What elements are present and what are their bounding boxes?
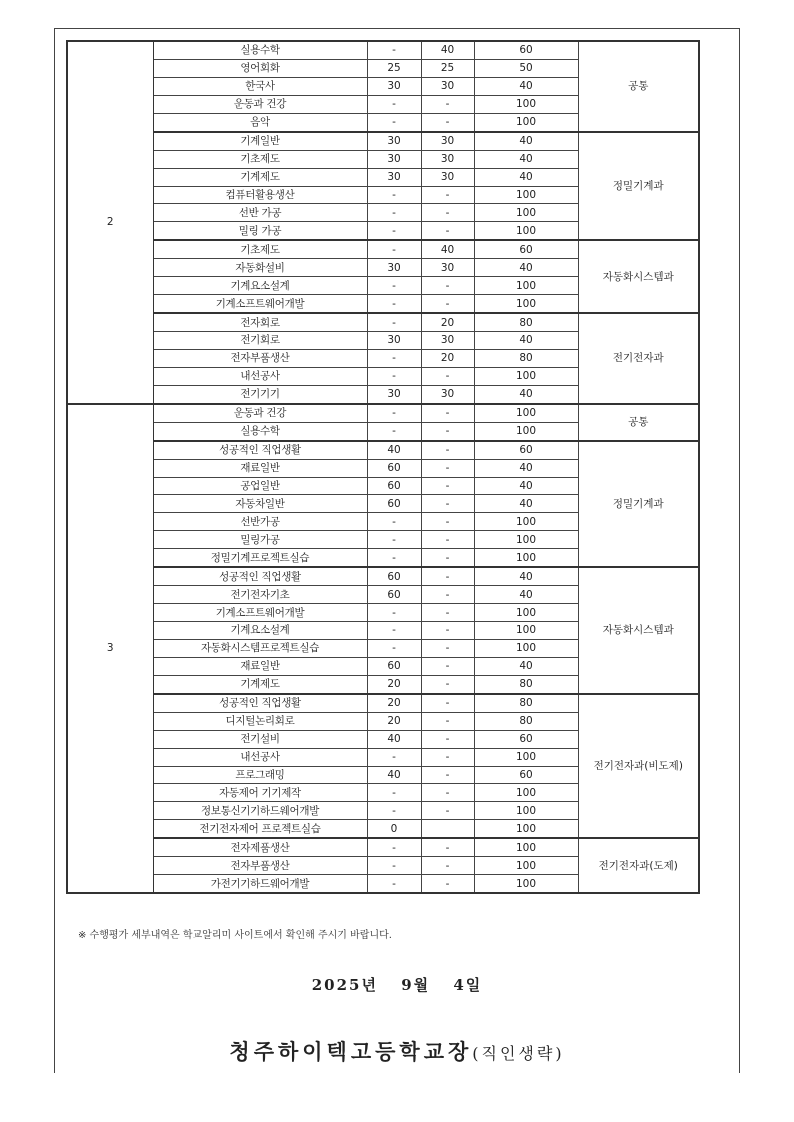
ratio-c-cell: 100: [474, 513, 578, 531]
subject-cell: 성공적인 직업생활: [153, 567, 367, 585]
principal-signature: [0, 1036, 794, 1066]
ratio-a-cell: 60: [367, 495, 421, 513]
subject-cell: 성공적인 직업생활: [153, 441, 367, 459]
ratio-b-cell: -: [421, 222, 474, 240]
ratio-c-cell: 100: [474, 277, 578, 295]
ratio-a-cell: 40: [367, 766, 421, 784]
ratio-c-cell: 80: [474, 694, 578, 712]
department-cell: 정밀기계과: [578, 132, 699, 241]
ratio-a-cell: -: [367, 277, 421, 295]
department-cell: 자동화시스템과: [578, 240, 699, 313]
ratio-b-cell: -: [421, 766, 474, 784]
grade-cell: 3: [67, 404, 153, 893]
table-row: [67, 240, 699, 258]
ratio-a-cell: -: [367, 222, 421, 240]
subject-cell: 음악: [153, 113, 367, 131]
ratio-b-cell: -: [421, 639, 474, 657]
subject-cell: 정밀기계프로젝트실습: [153, 549, 367, 567]
subject-cell: 내선공사: [153, 748, 367, 766]
ratio-a-cell: -: [367, 604, 421, 622]
ratio-c-cell: 100: [474, 875, 578, 893]
subject-cell: 선반가공: [153, 513, 367, 531]
ratio-b-cell: -: [421, 675, 474, 693]
ratio-a-cell: -: [367, 240, 421, 258]
ratio-a-cell: -: [367, 838, 421, 856]
ratio-c-cell: 100: [474, 422, 578, 440]
ratio-a-cell: 30: [367, 332, 421, 350]
ratio-a-cell: 0: [367, 820, 421, 838]
ratio-b-cell: 25: [421, 59, 474, 77]
principal-name: 청주하이텍고등학교장: [229, 1039, 473, 1064]
table-row: [67, 838, 699, 856]
subject-cell: 공업일반: [153, 477, 367, 495]
ratio-a-cell: -: [367, 875, 421, 893]
ratio-a-cell: -: [367, 748, 421, 766]
ratio-b-cell: 20: [421, 313, 474, 331]
ratio-a-cell: -: [367, 113, 421, 131]
ratio-a-cell: -: [367, 549, 421, 567]
subject-cell: 밀링가공: [153, 531, 367, 549]
department-cell: 전기전자과(비도제): [578, 694, 699, 839]
ratio-a-cell: -: [367, 802, 421, 820]
ratio-b-cell: 40: [421, 240, 474, 258]
ratio-b-cell: -: [421, 586, 474, 604]
ratio-b-cell: -: [421, 531, 474, 549]
ratio-c-cell: 40: [474, 459, 578, 477]
ratio-b-cell: -: [421, 477, 474, 495]
ratio-b-cell: -: [421, 186, 474, 204]
ratio-a-cell: 30: [367, 132, 421, 150]
ratio-c-cell: 40: [474, 150, 578, 168]
department-cell: 전기전자과(도제): [578, 838, 699, 893]
ratio-c-cell: 100: [474, 802, 578, 820]
subject-cell: 자동제어 기기제작: [153, 784, 367, 802]
ratio-b-cell: -: [421, 604, 474, 622]
ratio-b-cell: -: [421, 277, 474, 295]
ratio-a-cell: -: [367, 422, 421, 440]
ratio-a-cell: 30: [367, 168, 421, 186]
ratio-a-cell: -: [367, 204, 421, 222]
ratio-b-cell: 30: [421, 77, 474, 95]
ratio-c-cell: 100: [474, 404, 578, 422]
ratio-b-cell: -: [421, 441, 474, 459]
ratio-a-cell: -: [367, 313, 421, 331]
ratio-b-cell: -: [421, 748, 474, 766]
ratio-c-cell: 40: [474, 567, 578, 585]
ratio-b-cell: 30: [421, 150, 474, 168]
ratio-c-cell: 60: [474, 766, 578, 784]
ratio-a-cell: -: [367, 857, 421, 875]
ratio-c-cell: 80: [474, 675, 578, 693]
subject-cell: 성공적인 직업생활: [153, 694, 367, 712]
ratio-b-cell: -: [421, 513, 474, 531]
ratio-a-cell: -: [367, 41, 421, 59]
subject-cell: 기계요소설계: [153, 622, 367, 640]
ratio-c-cell: 40: [474, 332, 578, 350]
ratio-c-cell: 100: [474, 95, 578, 113]
table-row: [67, 694, 699, 712]
date-month: 9월: [401, 976, 431, 994]
subject-cell: 기초제도: [153, 240, 367, 258]
ratio-c-cell: 60: [474, 240, 578, 258]
ratio-b-cell: 30: [421, 259, 474, 277]
ratio-a-cell: 30: [367, 385, 421, 403]
subject-cell: 기계소프트웨어개발: [153, 295, 367, 313]
ratio-b-cell: -: [421, 495, 474, 513]
subject-cell: 자동화시스템프로젝트실습: [153, 639, 367, 657]
ratio-a-cell: 60: [367, 459, 421, 477]
ratio-b-cell: -: [421, 459, 474, 477]
subject-cell: 내선공사: [153, 367, 367, 385]
subject-cell: 영어회화: [153, 59, 367, 77]
ratio-c-cell: 80: [474, 712, 578, 730]
subject-cell: 전자제품생산: [153, 838, 367, 856]
issue-date: [0, 974, 794, 995]
ratio-a-cell: -: [367, 186, 421, 204]
ratio-c-cell: 100: [474, 639, 578, 657]
subject-cell: 선반 가공: [153, 204, 367, 222]
ratio-c-cell: 100: [474, 857, 578, 875]
ratio-b-cell: -: [421, 422, 474, 440]
ratio-a-cell: -: [367, 404, 421, 422]
subject-cell: 전기기기: [153, 385, 367, 403]
table-row: [67, 567, 699, 585]
seal-omitted: (직인생략): [472, 1044, 565, 1063]
subject-cell: 디지털논리회로: [153, 712, 367, 730]
subject-cell: 프로그래밍: [153, 766, 367, 784]
subject-cell: 전기설비: [153, 730, 367, 748]
ratio-b-cell: 40: [421, 41, 474, 59]
ratio-c-cell: 100: [474, 295, 578, 313]
subject-cell: 기계일반: [153, 132, 367, 150]
ratio-c-cell: 60: [474, 41, 578, 59]
ratio-b-cell: -: [421, 204, 474, 222]
ratio-a-cell: 20: [367, 675, 421, 693]
ratio-b-cell: -: [421, 404, 474, 422]
ratio-b-cell: -: [421, 802, 474, 820]
ratio-c-cell: 80: [474, 313, 578, 331]
subject-cell: 컴퓨터활용생산: [153, 186, 367, 204]
ratio-b-cell: 30: [421, 168, 474, 186]
ratio-b-cell: 20: [421, 349, 474, 367]
ratio-a-cell: 60: [367, 657, 421, 675]
ratio-a-cell: -: [367, 622, 421, 640]
ratio-b-cell: -: [421, 622, 474, 640]
ratio-c-cell: 100: [474, 622, 578, 640]
ratio-b-cell: -: [421, 367, 474, 385]
footnote: ※ 수행평가 세부내역은 학교알리미 사이트에서 확인해 주시기 바랍니다.: [78, 930, 392, 941]
department-cell: 자동화시스템과: [578, 567, 699, 694]
ratio-c-cell: 40: [474, 657, 578, 675]
subject-cell: 자동차일반: [153, 495, 367, 513]
ratio-b-cell: -: [421, 95, 474, 113]
subject-cell: 기초제도: [153, 150, 367, 168]
ratio-c-cell: 60: [474, 441, 578, 459]
ratio-c-cell: 100: [474, 549, 578, 567]
ratio-a-cell: -: [367, 639, 421, 657]
ratio-c-cell: 40: [474, 586, 578, 604]
ratio-a-cell: -: [367, 349, 421, 367]
ratio-a-cell: -: [367, 95, 421, 113]
subject-cell: 밀링 가공: [153, 222, 367, 240]
ratio-b-cell: -: [421, 295, 474, 313]
assessment-table: [66, 40, 700, 894]
ratio-c-cell: 40: [474, 168, 578, 186]
ratio-c-cell: 100: [474, 604, 578, 622]
ratio-c-cell: 40: [474, 385, 578, 403]
ratio-c-cell: 100: [474, 367, 578, 385]
ratio-a-cell: 25: [367, 59, 421, 77]
date-day: 4일: [453, 976, 483, 994]
subject-cell: 재료일반: [153, 459, 367, 477]
subject-cell: 정보통신기기하드웨어개발: [153, 802, 367, 820]
subject-cell: 전기전자기초: [153, 586, 367, 604]
ratio-a-cell: 40: [367, 441, 421, 459]
ratio-b-cell: -: [421, 567, 474, 585]
table-row: [67, 41, 699, 59]
ratio-c-cell: 100: [474, 186, 578, 204]
subject-cell: 기계소프트웨어개발: [153, 604, 367, 622]
ratio-b-cell: -: [421, 784, 474, 802]
ratio-c-cell: 100: [474, 113, 578, 131]
grade-cell: 2: [67, 41, 153, 404]
ratio-b-cell: 30: [421, 385, 474, 403]
ratio-a-cell: 60: [367, 567, 421, 585]
ratio-a-cell: -: [367, 295, 421, 313]
subject-cell: 자동화설비: [153, 259, 367, 277]
table-row: [67, 313, 699, 331]
ratio-b-cell: -: [421, 838, 474, 856]
date-year: 2025년: [311, 976, 378, 994]
subject-cell: 실용수학: [153, 422, 367, 440]
ratio-b-cell: 30: [421, 132, 474, 150]
table-row: [67, 441, 699, 459]
ratio-c-cell: 40: [474, 77, 578, 95]
ratio-b-cell: -: [421, 875, 474, 893]
subject-cell: 기계제도: [153, 675, 367, 693]
ratio-c-cell: 100: [474, 820, 578, 838]
ratio-c-cell: 100: [474, 222, 578, 240]
subject-cell: 기계제도: [153, 168, 367, 186]
subject-cell: 한국사: [153, 77, 367, 95]
ratio-c-cell: 50: [474, 59, 578, 77]
ratio-c-cell: 100: [474, 531, 578, 549]
ratio-c-cell: 100: [474, 784, 578, 802]
ratio-c-cell: 40: [474, 495, 578, 513]
ratio-a-cell: 20: [367, 712, 421, 730]
table-row: [67, 404, 699, 422]
ratio-a-cell: 30: [367, 150, 421, 168]
ratio-c-cell: 60: [474, 730, 578, 748]
ratio-c-cell: 80: [474, 349, 578, 367]
ratio-c-cell: 40: [474, 477, 578, 495]
ratio-a-cell: -: [367, 784, 421, 802]
ratio-a-cell: -: [367, 513, 421, 531]
ratio-c-cell: 40: [474, 132, 578, 150]
ratio-b-cell: 30: [421, 332, 474, 350]
ratio-c-cell: 40: [474, 259, 578, 277]
ratio-a-cell: 60: [367, 586, 421, 604]
ratio-c-cell: 100: [474, 748, 578, 766]
subject-cell: 기계요소설계: [153, 277, 367, 295]
subject-cell: 실용수학: [153, 41, 367, 59]
subject-cell: 전기전자제어 프로젝트실습: [153, 820, 367, 838]
ratio-b-cell: [421, 820, 474, 838]
subject-cell: 가전기기하드웨어개발: [153, 875, 367, 893]
table-row: [67, 132, 699, 150]
subject-cell: 전자회로: [153, 313, 367, 331]
ratio-a-cell: 20: [367, 694, 421, 712]
subject-cell: 재료일반: [153, 657, 367, 675]
department-cell: 전기전자과: [578, 313, 699, 404]
department-cell: 공통: [578, 41, 699, 132]
department-cell: 공통: [578, 404, 699, 441]
ratio-a-cell: 40: [367, 730, 421, 748]
ratio-c-cell: 100: [474, 204, 578, 222]
ratio-a-cell: 60: [367, 477, 421, 495]
ratio-a-cell: 30: [367, 259, 421, 277]
subject-cell: 전자부품생산: [153, 857, 367, 875]
ratio-b-cell: -: [421, 730, 474, 748]
ratio-a-cell: 30: [367, 77, 421, 95]
ratio-a-cell: -: [367, 531, 421, 549]
subject-cell: 전자부품생산: [153, 349, 367, 367]
ratio-c-cell: 100: [474, 838, 578, 856]
subject-cell: 운동과 건강: [153, 404, 367, 422]
subject-cell: 운동과 건강: [153, 95, 367, 113]
ratio-b-cell: -: [421, 712, 474, 730]
ratio-a-cell: -: [367, 367, 421, 385]
ratio-b-cell: -: [421, 113, 474, 131]
department-cell: 정밀기계과: [578, 441, 699, 568]
assessment-table-body: [67, 41, 699, 893]
ratio-b-cell: -: [421, 657, 474, 675]
ratio-b-cell: -: [421, 694, 474, 712]
subject-cell: 전기회로: [153, 332, 367, 350]
ratio-b-cell: -: [421, 857, 474, 875]
ratio-b-cell: -: [421, 549, 474, 567]
